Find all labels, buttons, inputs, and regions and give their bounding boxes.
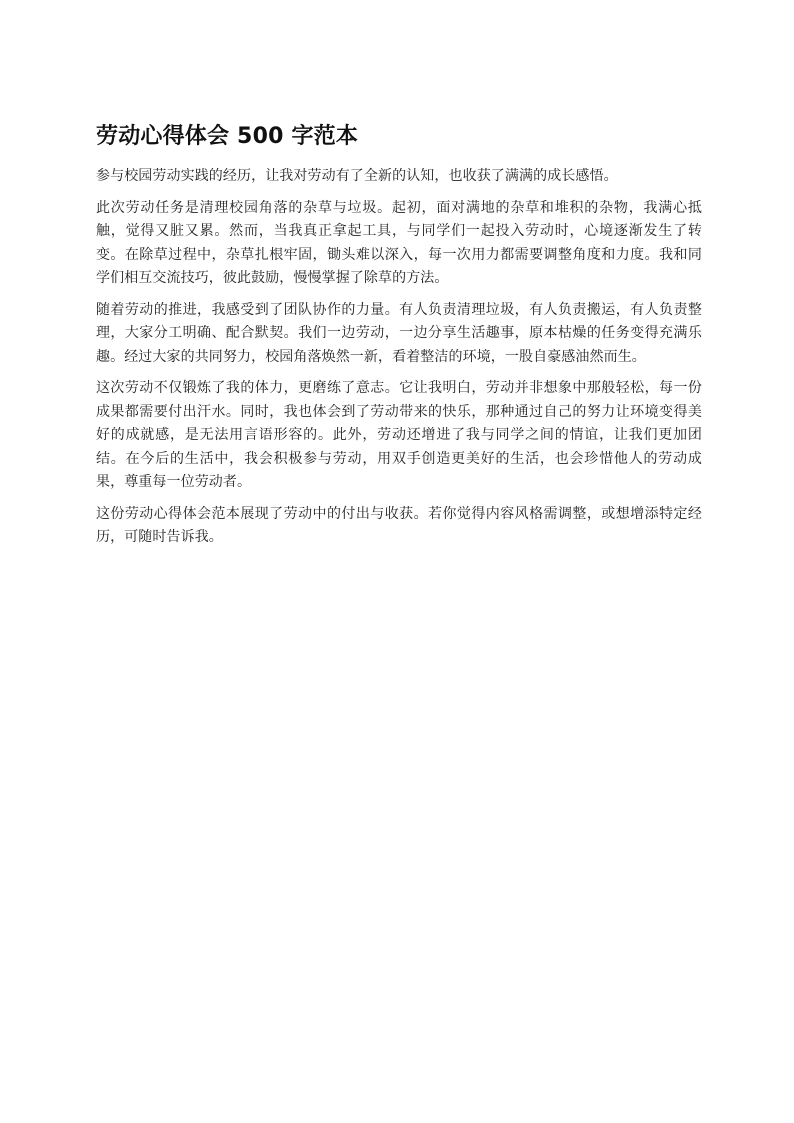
paragraph-teamwork: 随着劳动的推进，我感受到了团队协作的力量。有人负责清理垃圾，有人负责搬运，有人负责整理，大家分工明确、配合默契。我们一边劳动，一边分享生活趣事，原本枯燥的任务变得充满乐趣。经过大家的共同努力，校园角落焕然一新，看着整洁的环境，一股自豪感油然而生。: [96, 301, 702, 365]
paragraph-intro: 参与校园劳动实践的经历，让我对劳动有了全新的认知，也收获了满满的成长感悟。: [96, 168, 618, 184]
paragraph-task: 此次劳动任务是清理校园角落的杂草与垃圾。起初，面对满地的杂草和堆积的杂物，我满心抵触，觉得又脏又累。然而，当我真正拿起工具，与同学们一起投入劳动时，心境逐渐发生了转变。在除草过程中，杂草扎根牢固，锄头难以深入，每一次用力都需要调整角度和力度。我和同学们相互交流技巧，彼此鼓励，慢慢掌握了除草的方法。: [96, 199, 702, 286]
paragraph-reflection: 这次劳动不仅锻炼了我的体力，更磨练了意志。它让我明白，劳动并非想象中那般轻松，每一份成果都需要付出汗水。同时，我也体会到了劳动带来的快乐，那种通过自己的努力让环境变得美好的成就感，是无法用言语形容的。此外，劳动还增进了我与同学之间的情谊，让我们更加团结。在今后的生活中，我会积极参与劳动，用双手创造更美好的生活，也会珍惜他人的劳动成果，尊重每一位劳动者。: [96, 380, 702, 490]
document-title: 劳动心得体会 500 字范本: [96, 124, 359, 149]
document-body: [96, 121, 702, 558]
paragraph-closing-note: 这份劳动心得体会范本展现了劳动中的付出与收获。若你觉得内容风格需调整，或想增添特定经历，可随时告诉我。: [96, 505, 702, 545]
